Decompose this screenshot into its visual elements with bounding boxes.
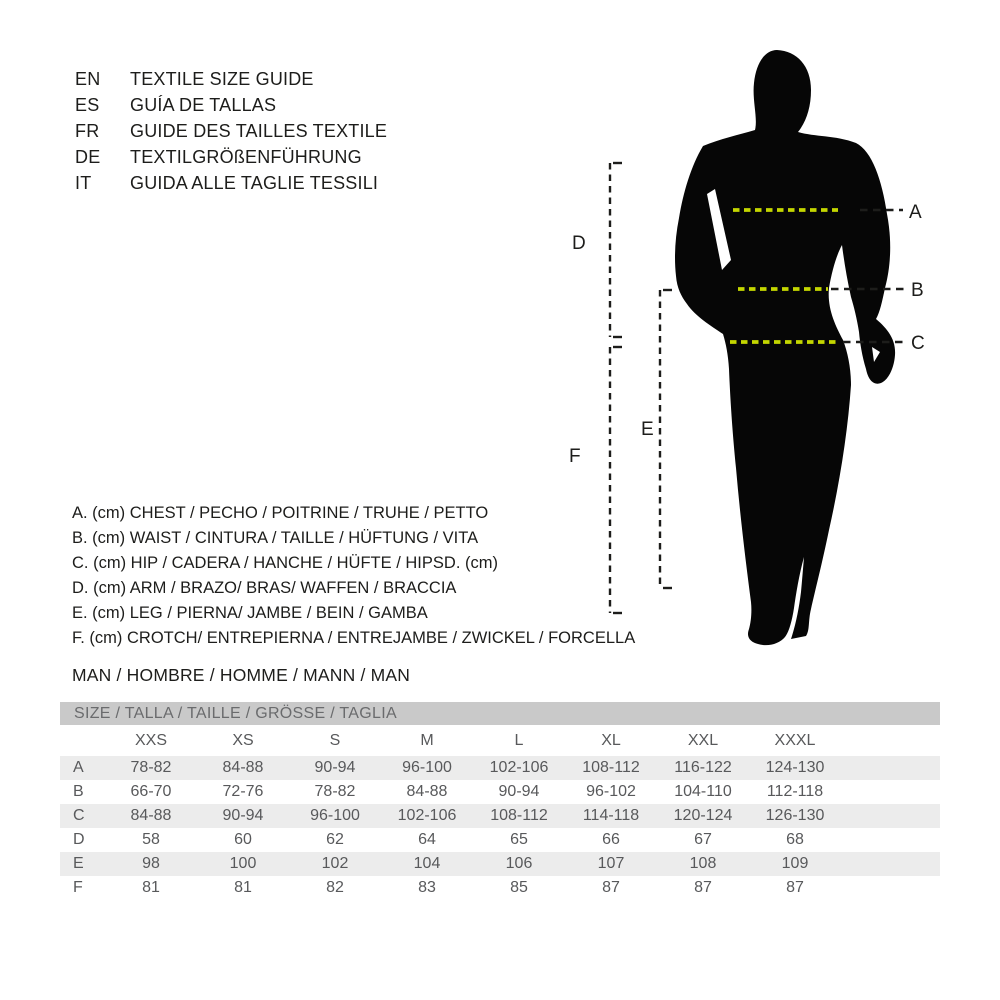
table-filler-cell [841,852,940,876]
size-value: 68 [786,831,804,848]
size-column-header: S [329,732,341,749]
language-row [75,66,387,92]
size-value: 116-122 [674,759,732,776]
language-row [75,170,387,196]
language-row [75,92,387,118]
size-column-header: XL [601,732,621,749]
size-value: 84-88 [130,807,172,824]
table-row [60,876,940,900]
leg-label: E [641,419,654,440]
size-value: 82 [326,879,344,896]
crotch-label: F [569,446,581,467]
size-column-header: XXS [134,732,167,749]
arm-measure-line [610,163,622,337]
waist-label: B [911,280,924,301]
legend-line: D. (cm) ARM / BRAZO/ BRAS/ WAFFEN / BRACCIA [72,579,457,597]
measurement-legend [72,501,635,651]
table-filler-cell [841,876,940,900]
row-label: A [73,759,84,776]
size-value: 126-130 [765,807,825,824]
size-value: 104 [413,855,441,872]
size-value: 108 [689,855,717,872]
size-value: 109 [781,855,809,872]
legend-line: E. (cm) LEG / PIERNA/ JAMBE / BEIN / GAMBA [72,604,428,622]
table-corner-cell [60,725,105,756]
table-row [60,756,940,780]
size-value: 90-94 [498,783,540,800]
table-filler-cell [841,725,940,756]
size-value: 85 [510,879,528,896]
size-value: 98 [142,855,160,872]
legend-line: B. (cm) WAIST / CINTURA / TAILLE / HÜFTUNG / VITA [72,529,479,547]
language-row [75,118,387,144]
size-value: 62 [326,831,344,848]
size-value: 67 [694,831,712,848]
leg-measure-line [660,290,672,588]
size-value: 96-100 [402,759,452,776]
category-line: MAN / HOMBRE / HOMME / MANN / MAN [72,665,411,685]
language-title: GUIDA ALLE TAGLIE TESSILI [130,172,379,193]
size-value: 84-88 [406,783,448,800]
size-value: 124-130 [765,759,825,776]
legend-line: F. (cm) CROTCH/ ENTREPIERNA / ENTREJAMBE / ZWICKEL / FORCELLA [72,629,636,647]
hip-label: C [911,333,925,354]
size-value: 102-106 [489,759,549,776]
size-value: 114-118 [582,807,640,824]
size-value: 102 [321,855,349,872]
language-code: EN [75,68,101,89]
size-column-header: XS [232,732,254,749]
size-value: 64 [418,831,436,848]
size-value: 66-70 [130,783,172,800]
row-label: C [73,807,85,824]
size-value: 100 [229,855,257,872]
language-list [75,66,387,196]
size-value: 102-106 [397,807,457,824]
table-filler-cell [841,804,940,828]
table-header-row [60,725,940,756]
size-value: 60 [234,831,252,848]
table-title: SIZE / TALLA / TAILLE / GRÖSSE / TAGLIA [60,702,940,725]
size-column-header: XXXL [774,732,816,749]
table-filler-cell [841,756,940,780]
size-value: 107 [597,855,625,872]
row-label: F [73,879,83,896]
size-value: 65 [510,831,528,848]
size-value: 96-100 [310,807,360,824]
man-silhouette-image [675,50,895,645]
size-column-header: L [514,732,524,749]
language-title: GUIDE DES TAILLES TEXTILE [130,120,388,141]
size-value: 83 [418,879,436,896]
size-value: 84-88 [222,759,264,776]
size-value: 78-82 [314,783,356,800]
chest-label: A [909,202,922,223]
row-label: E [73,855,84,872]
size-value: 96-102 [586,783,636,800]
table-row [60,852,940,876]
size-value: 78-82 [130,759,172,776]
size-value: 87 [694,879,712,896]
table-filler-cell [841,780,940,804]
language-title: TEXTILGRÖßENFÜHRUNG [130,146,362,167]
size-column-header: XXL [687,732,719,749]
size-value: 90-94 [222,807,264,824]
size-value: 120-124 [673,807,733,824]
size-value: 72-76 [222,783,264,800]
language-code: ES [75,94,100,115]
size-value: 106 [505,855,533,872]
table-row [60,780,940,804]
table-body [60,756,940,900]
size-value: 108-112 [582,759,640,776]
table-filler-cell [841,828,940,852]
legend-line: A. (cm) CHEST / PECHO / POITRINE / TRUHE / PETTO [72,504,489,522]
language-row [75,144,387,170]
size-value: 58 [142,831,160,848]
size-value: 104-110 [674,783,732,800]
size-value: 87 [786,879,804,896]
size-value: 87 [602,879,620,896]
size-value: 66 [602,831,620,848]
legend-line: C. (cm) HIP / CADERA / HANCHE / HÜFTE / HIPSD. (cm) [72,554,498,572]
size-value: 90-94 [314,759,356,776]
size-value: 81 [142,879,160,896]
arm-label: D [572,233,586,254]
size-value: 112-118 [766,783,824,800]
size-column-header: M [420,732,434,749]
language-code: DE [75,146,101,167]
size-value: 108-112 [490,807,548,824]
table-row [60,804,940,828]
size-table [60,702,940,900]
table-row [60,828,940,852]
size-value: 81 [234,879,252,896]
row-label: B [73,783,84,800]
language-code: IT [75,172,92,193]
language-title: TEXTILE SIZE GUIDE [130,68,314,89]
row-label: D [73,831,85,848]
language-code: FR [75,120,100,141]
language-title: GUÍA DE TALLAS [130,94,277,115]
